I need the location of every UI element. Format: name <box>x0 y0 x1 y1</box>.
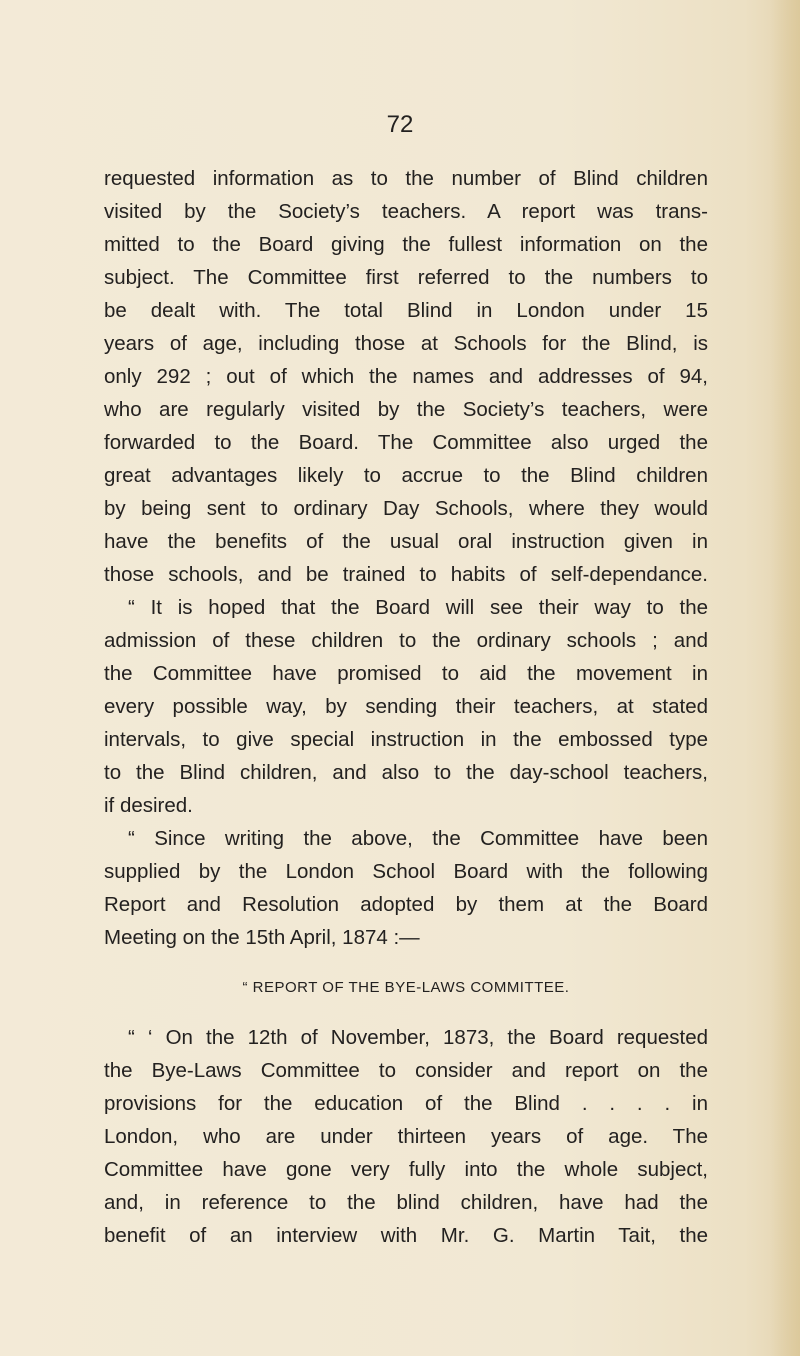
text-line: “ It is hoped that the Board will see their way to the <box>128 596 708 619</box>
text-line: “ ‘ On the 12th of November, 1873, the Board requested <box>128 1026 708 1049</box>
paragraph-3 <box>104 822 708 954</box>
text-line: Meeting on the 15th April, 1874 :— <box>104 926 420 949</box>
text-line: and, in reference to the blind children, have had the <box>104 1191 708 1214</box>
text-line: only 292 ; out of which the names and addresses of 94, <box>104 365 708 388</box>
text-line: every possible way, by sending their teachers, at stated <box>104 695 708 718</box>
text-line: supplied by the London School Board with the following <box>104 860 708 883</box>
paragraph-2 <box>104 591 708 822</box>
text-line: provisions for the education of the Blind . . . . in <box>104 1092 708 1115</box>
text-line: admission of these children to the ordinary schools ; and <box>104 629 708 652</box>
text-line: Report and Resolution adopted by them at the Board <box>104 893 708 916</box>
text-line: London, who are under thirteen years of age. The <box>104 1125 708 1148</box>
paragraph-4 <box>104 1021 708 1252</box>
text-line: requested information as to the number of Blind children <box>104 167 708 190</box>
text-line: mitted to the Board giving the fullest information on the <box>104 233 708 256</box>
page-edge-shadow <box>770 0 800 1356</box>
text-line: by being sent to ordinary Day Schools, where they would <box>104 497 708 520</box>
text-line: be dealt with. The total Blind in London under 15 <box>104 299 708 322</box>
text-line: forwarded to the Board. The Committee also urged the <box>104 431 708 454</box>
section-heading: “ REPORT OF THE BYE-LAWS COMMITTEE. <box>242 979 570 996</box>
page-number: 72 <box>386 111 414 138</box>
text-line: to the Blind children, and also to the day-school teachers, <box>104 761 708 784</box>
text-line: subject. The Committee first referred to the numbers to <box>104 266 708 289</box>
text-line: visited by the Society’s teachers. A report was trans- <box>104 200 708 223</box>
text-line: have the benefits of the usual oral instruction given in <box>104 530 708 553</box>
text-line: those schools, and be trained to habits of self-dependance. <box>104 563 708 586</box>
text-line: intervals, to give special instruction in the embossed type <box>104 728 708 751</box>
text-line: years of age, including those at Schools for the Blind, is <box>104 332 708 355</box>
text-line: great advantages likely to accrue to the Blind children <box>104 464 708 487</box>
text-line: who are regularly visited by the Society’s teachers, were <box>104 398 708 421</box>
page-body <box>104 162 708 1252</box>
text-line: the Committee have promised to aid the movement in <box>104 662 708 685</box>
text-line: if desired. <box>104 794 193 817</box>
text-line: the Bye-Laws Committee to consider and report on the <box>104 1059 708 1082</box>
paragraph-1 <box>104 162 708 591</box>
text-line: benefit of an interview with Mr. G. Martin Tait, the <box>104 1224 708 1247</box>
text-line: Committee have gone very fully into the whole subject, <box>104 1158 708 1181</box>
text-line: “ Since writing the above, the Committee have been <box>128 827 708 850</box>
